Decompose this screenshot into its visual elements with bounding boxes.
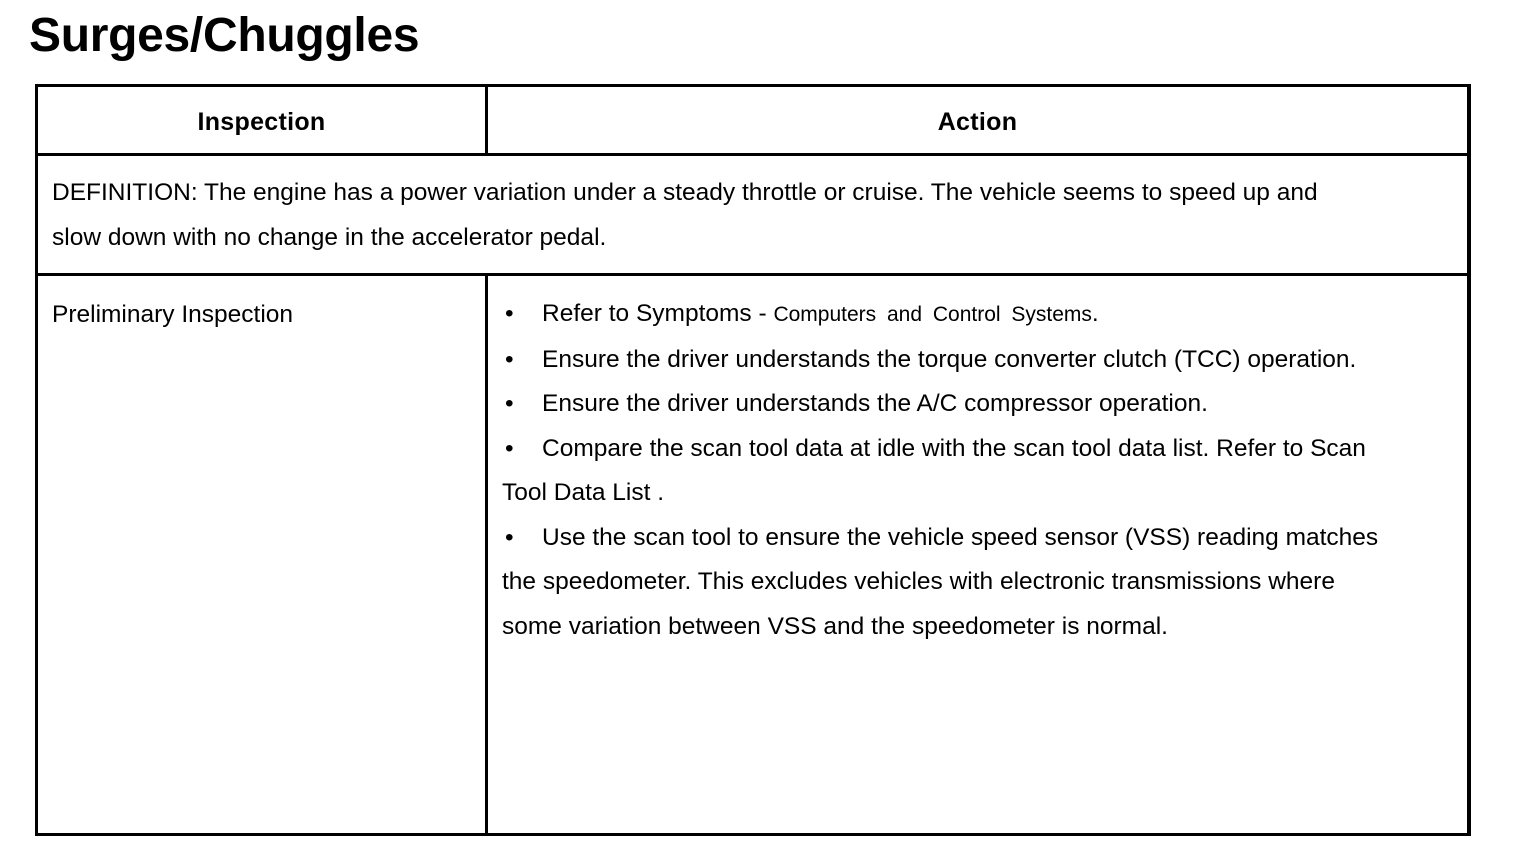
bullet-icon: • (505, 523, 514, 551)
action-text: Ensure the driver understands the A/C compressor operation. (542, 390, 1208, 417)
table-row (38, 276, 1467, 833)
action-text: Ensure the driver understands the torque converter clutch (TCC) operation. (542, 345, 1357, 373)
action-cell (502, 292, 1382, 649)
action-text: Compare the scan tool data at idle with the scan tool data list. Refer to Scan Tool Data List . (502, 434, 1366, 506)
bullet-icon: • (505, 300, 514, 327)
symptom-table (35, 84, 1471, 836)
definition-text: DEFINITION: The engine has a power variation under a steady throttle or cruise. The vehicle seems to speed up and slow down with no change in the accelerator pedal. (52, 179, 1318, 251)
action-column-header: Action (937, 108, 1018, 136)
bullet-icon: • (505, 390, 514, 417)
action-item-tcc (502, 338, 1382, 383)
definition-row (38, 156, 1467, 276)
column-divider-body (485, 276, 488, 833)
inspection-column-header: Inspection (197, 108, 326, 136)
computers-control-systems-reference: Computers and Control Systems (773, 303, 1092, 326)
column-divider-header (485, 87, 488, 156)
action-item-symptoms (502, 292, 1382, 338)
action-item-scan-data (502, 427, 1382, 516)
action-text: Refer to Symptoms - (542, 300, 774, 327)
action-item-vss (502, 516, 1382, 650)
action-punctuation: . (1091, 300, 1099, 327)
bullet-icon: • (505, 434, 514, 462)
page-title: Surges/Chuggles (29, 9, 420, 62)
inspection-cell: Preliminary Inspection (52, 301, 294, 328)
bullet-icon: • (505, 345, 514, 373)
action-item-ac-compressor (502, 382, 1382, 427)
action-text: Use the scan tool to ensure the vehicle speed sensor (VSS) reading matches the speedometer. This excludes vehicles with electronic transmissions where some variation between VSS and the speedometer is normal. (502, 523, 1379, 640)
table-header-row (38, 87, 1467, 156)
